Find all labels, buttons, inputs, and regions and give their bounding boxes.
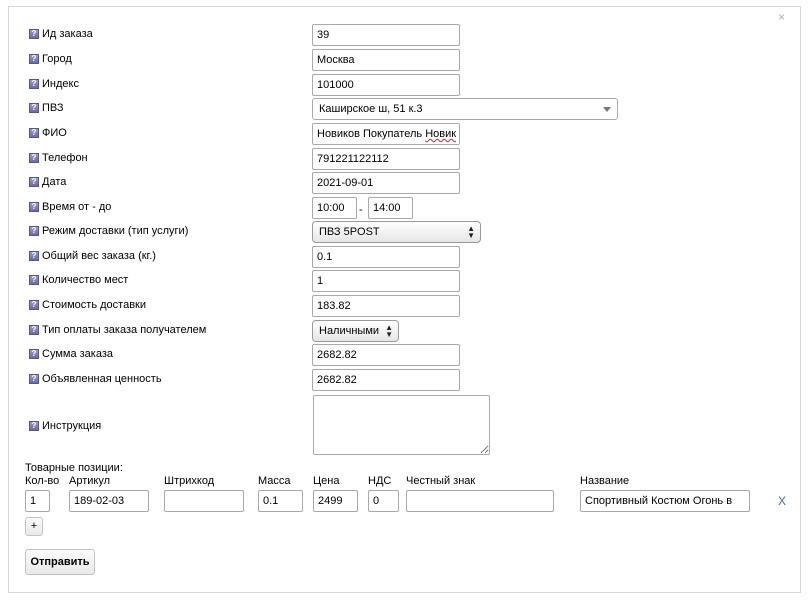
help-icon[interactable]: ? xyxy=(29,325,39,335)
item-name-input[interactable]: Спортивный Костюм Огонь в xyxy=(580,490,750,512)
time-label: Время от - до xyxy=(42,201,112,213)
remove-item-button[interactable]: X xyxy=(778,494,787,508)
delivery-cost-input[interactable]: 183.82 xyxy=(312,295,460,317)
delivery-mode-value: ПВЗ 5POST xyxy=(319,226,380,238)
places-input[interactable]: 1 xyxy=(312,270,460,292)
help-icon[interactable]: ? xyxy=(29,103,39,113)
help-icon[interactable]: ? xyxy=(29,300,39,310)
places-label: Количество мест xyxy=(42,274,129,286)
index-input[interactable]: 101000 xyxy=(312,74,460,96)
payment-type-select[interactable] xyxy=(312,320,399,342)
column-header-qty: Кол-во xyxy=(25,475,60,487)
help-icon[interactable]: ? xyxy=(29,128,39,138)
city-input[interactable]: Москва xyxy=(312,49,460,71)
time-from-input[interactable]: 10:00 xyxy=(312,197,357,219)
help-icon[interactable]: ? xyxy=(29,79,39,89)
date-input[interactable]: 2021-09-01 xyxy=(312,172,460,194)
declared-value-label: Объявленная ценность xyxy=(42,373,162,385)
fio-value-misspelled: Новик xyxy=(425,128,457,140)
pvz-label: ПВЗ xyxy=(42,102,64,114)
column-header-price: Цена xyxy=(313,475,340,487)
column-header-name: Название xyxy=(580,475,630,487)
delivery-mode-select[interactable] xyxy=(312,221,481,243)
order-sum-input[interactable]: 2682.82 xyxy=(312,344,460,366)
city-label: Город xyxy=(42,53,72,65)
help-icon[interactable]: ? xyxy=(29,54,39,64)
help-icon[interactable]: ? xyxy=(29,374,39,384)
item-mass-input[interactable]: 0.1 xyxy=(258,490,303,512)
close-icon[interactable]: × xyxy=(778,10,786,24)
phone-input[interactable]: 791221122112 xyxy=(312,148,460,170)
payment-type-value: Наличными xyxy=(319,325,380,337)
item-vat-input[interactable]: 0 xyxy=(368,490,399,512)
order-id-input[interactable]: 39 xyxy=(312,24,460,46)
column-header-vat: НДС xyxy=(368,475,392,487)
chevron-down-icon xyxy=(603,107,611,112)
column-header-mass: Масса xyxy=(258,475,291,487)
weight-label: Общий вес заказа (кг.) xyxy=(42,250,156,262)
help-icon[interactable]: ? xyxy=(29,153,39,163)
item-price-input[interactable]: 2499 xyxy=(313,490,358,512)
date-label: Дата xyxy=(42,176,67,188)
help-icon[interactable]: ? xyxy=(29,251,39,261)
help-icon[interactable]: ? xyxy=(29,202,39,212)
index-label: Индекс xyxy=(42,78,79,90)
submit-button[interactable]: Отправить xyxy=(25,549,95,575)
help-icon[interactable]: ? xyxy=(29,29,39,39)
time-separator: - xyxy=(359,204,363,216)
column-header-article: Артикул xyxy=(69,475,111,487)
pvz-selected-value: Каширское ш, 51 к.3 xyxy=(319,103,423,115)
weight-input[interactable]: 0.1 xyxy=(312,246,460,268)
updown-arrows-icon: ▲ ▼ xyxy=(385,323,393,339)
order-sum-label: Сумма заказа xyxy=(42,348,113,360)
add-item-button[interactable]: + xyxy=(25,517,43,536)
instruction-textarea[interactable] xyxy=(313,395,490,455)
items-section-title: Товарные позиции: xyxy=(25,462,123,474)
order-id-label: Ид заказа xyxy=(42,28,93,40)
help-icon[interactable]: ? xyxy=(29,177,39,187)
updown-arrows-icon: ▲ ▼ xyxy=(467,224,475,240)
pvz-select[interactable] xyxy=(312,98,618,120)
help-icon[interactable]: ? xyxy=(29,421,39,431)
help-icon[interactable]: ? xyxy=(29,275,39,285)
item-honest-mark-input[interactable] xyxy=(406,490,554,512)
item-article-input[interactable]: 189-02-03 xyxy=(69,490,149,512)
help-icon[interactable]: ? xyxy=(29,349,39,359)
delivery-cost-label: Стоимость доставки xyxy=(42,299,146,311)
declared-value-input[interactable]: 2682.82 xyxy=(312,369,460,391)
column-header-barcode: Штрихкод xyxy=(164,475,215,487)
delivery-mode-label: Режим доставки (тип услуги) xyxy=(42,225,189,237)
phone-label: Телефон xyxy=(42,152,88,164)
fio-value: Новиков Покупатель xyxy=(317,128,423,140)
instruction-label: Инструкция xyxy=(42,420,102,432)
fio-label: ФИО xyxy=(42,127,67,139)
item-barcode-input[interactable] xyxy=(164,490,244,512)
payment-type-label: Тип оплаты заказа получателем xyxy=(42,324,207,336)
time-to-input[interactable]: 14:00 xyxy=(368,197,413,219)
fio-input[interactable] xyxy=(312,123,460,145)
item-qty-input[interactable]: 1 xyxy=(25,490,50,512)
column-header-honest-mark: Честный знак xyxy=(406,475,476,487)
help-icon[interactable]: ? xyxy=(29,226,39,236)
